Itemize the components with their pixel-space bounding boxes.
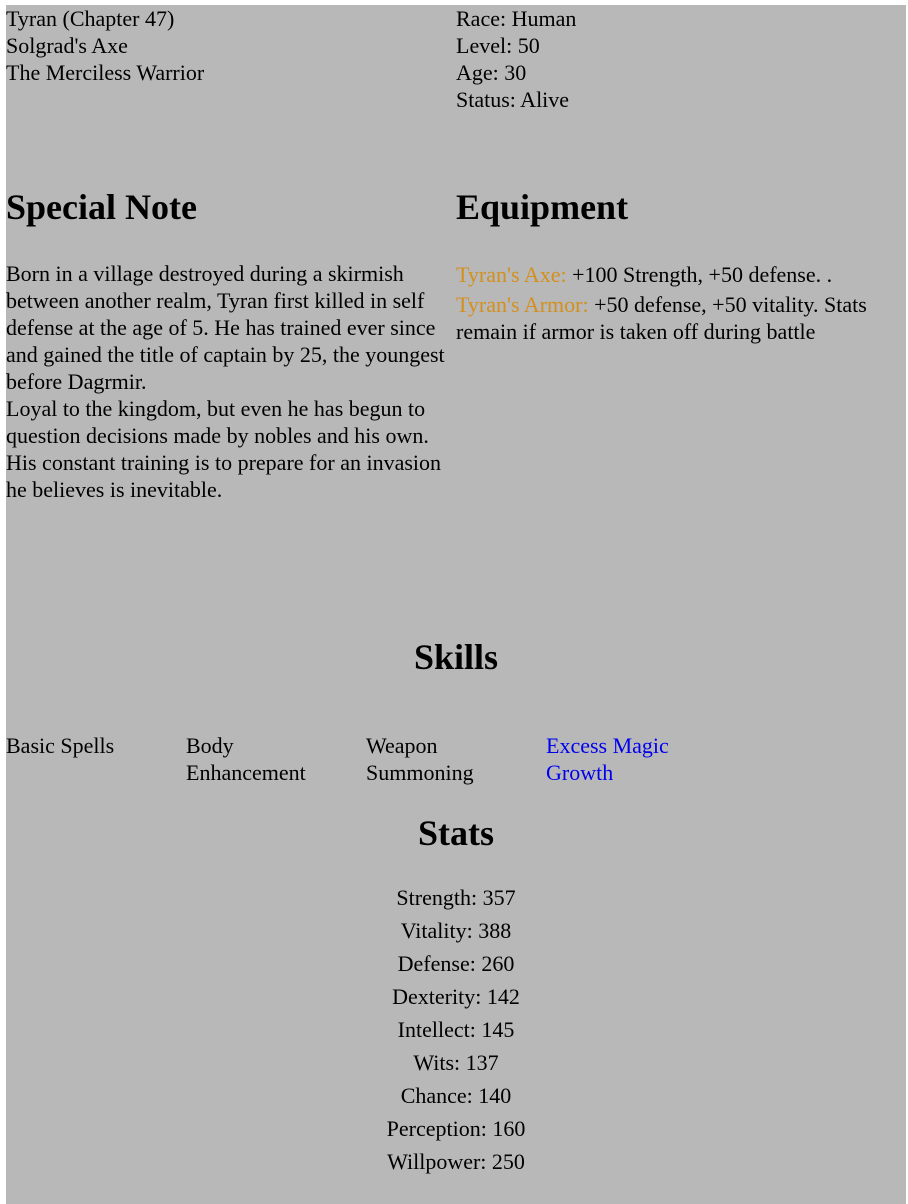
skill-item: Weapon Summoning: [366, 733, 474, 785]
level-label: Level: 50: [456, 33, 540, 58]
skills-heading: Skills: [413, 637, 499, 677]
stat-dexterity: Dexterity: 142: [392, 984, 520, 1009]
equipment-desc: +50 defense, +50 vitality. Stats remain if armor is taken off during battle: [456, 292, 867, 344]
skill-item-highlighted[interactable]: Excess Magic Growth: [546, 733, 669, 785]
equipment-section: [456, 186, 906, 345]
stat-chance: Chance: 140: [400, 1083, 512, 1108]
stats-heading: Stats: [417, 813, 494, 853]
special-note-heading: Special Note: [6, 187, 197, 227]
character-weapon-title: Solgrad's Axe: [6, 33, 128, 58]
stat-vitality: Vitality: 388: [400, 918, 512, 943]
special-note-paragraph: Born in a village destroyed during a skirmish between another realm, Tyran first killed in self defense at the age of 5. He has trained ever since and gained the title of captain by 25, the youngest before Dagrmir.: [6, 261, 445, 394]
stat-strength: Strength: 357: [396, 885, 516, 910]
equipment-desc: +100 Strength, +50 defense. .: [566, 262, 833, 287]
race-label: Race: Human: [456, 6, 577, 31]
equipment-name: Tyran's Armor:: [456, 292, 589, 317]
age-label: Age: 30: [456, 60, 527, 85]
equipment-heading: Equipment: [456, 187, 629, 227]
special-note-paragraph: His constant training is to prepare for an invasion he believes is inevitable.: [6, 450, 442, 502]
skill-item: Body Enhancement: [186, 733, 306, 785]
special-note-paragraph: Loyal to the kingdom, but even he has begun to question decisions made by nobles and his own.: [6, 396, 429, 448]
stats-list: [6, 884, 906, 1181]
equipment-list: [456, 261, 906, 345]
character-attributes: [456, 5, 906, 113]
stat-perception: Perception: 160: [386, 1116, 526, 1141]
stat-defense: Defense: 260: [397, 951, 515, 976]
character-name: Tyran (Chapter 47): [6, 6, 175, 31]
skill-item: Basic Spells: [6, 733, 115, 758]
equipment-item: [456, 261, 906, 288]
equipment-item: [456, 291, 906, 345]
character-identity: [6, 5, 446, 86]
equipment-name: Tyran's Axe:: [456, 262, 567, 287]
special-note-section: [6, 186, 446, 503]
stat-intellect: Intellect: 145: [397, 1017, 515, 1042]
character-sheet: [6, 5, 906, 1204]
special-note-body: [6, 260, 446, 503]
status-label: Status: Alive: [456, 87, 570, 112]
stat-wits: Wits: 137: [413, 1050, 499, 1075]
character-epithet: The Merciless Warrior: [6, 60, 205, 85]
stat-willpower: Willpower: 250: [387, 1149, 525, 1174]
